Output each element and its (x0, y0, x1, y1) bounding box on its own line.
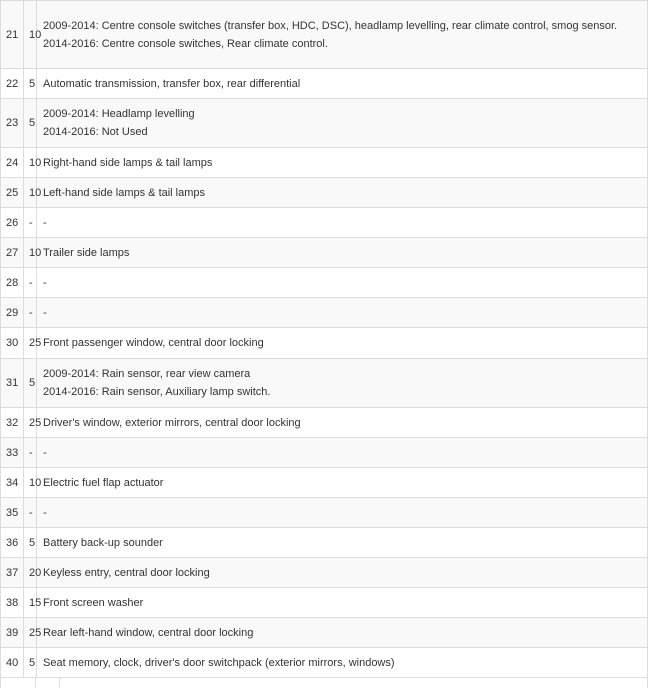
description-line: 2014-2016: Centre console switches, Rear climate control. (43, 37, 328, 50)
table-row (1, 359, 648, 408)
table-row (1, 528, 648, 558)
description-line: Keyless entry, central door locking (43, 566, 210, 579)
description-line: - (43, 276, 47, 289)
fuse-number-cell: 32 (1, 408, 24, 438)
table-row (1, 238, 648, 268)
fuse-description-cell (37, 268, 648, 298)
table-row (1, 178, 648, 208)
table-row (1, 148, 648, 178)
fuse-number-cell: 33 (1, 438, 24, 468)
fuse-description-cell (37, 1, 648, 69)
fuse-description-cell (37, 69, 648, 99)
table-row (1, 618, 648, 648)
fuse-number-cell: 40 (1, 648, 24, 678)
fuse-description-cell (37, 438, 648, 468)
table-row (1, 328, 648, 359)
fuse-number-cell: 34 (1, 468, 24, 498)
table-row (1, 468, 648, 498)
fuse-number-cell: 22 (1, 69, 24, 99)
fuse-amperage-cell: 5 (24, 648, 37, 678)
description-line: Front passenger window, central door locking (43, 337, 264, 349)
fuse-description-cell (37, 408, 648, 438)
fuse-number-cell: 25 (1, 178, 24, 208)
fuse-description-cell (37, 298, 648, 328)
description-line: Rear left-hand window, central door locking (43, 626, 254, 639)
fuse-amperage-cell: 10 (24, 468, 37, 498)
description-line: 2014-2016: Rain sensor, Auxiliary lamp switch. (43, 386, 271, 398)
table-continuation (0, 678, 648, 688)
table-row (1, 69, 648, 99)
fuse-description-cell (37, 359, 648, 408)
fuse-number-cell: 29 (1, 298, 24, 328)
table-row (1, 498, 648, 528)
table-row (1, 99, 648, 148)
fuse-number-cell: 35 (1, 498, 24, 528)
fuse-description-cell (37, 468, 648, 498)
fuse-description-cell (37, 588, 648, 618)
fuse-description-cell (37, 558, 648, 588)
fuse-description-cell (37, 528, 648, 558)
fuse-amperage-cell: 10 (24, 178, 37, 208)
fuse-amperage-cell: - (24, 498, 37, 528)
description-line: Automatic transmission, transfer box, rear differential (43, 77, 301, 90)
fuse-amperage-cell: 25 (24, 618, 37, 648)
fuse-number-cell: 39 (1, 618, 24, 648)
fuse-number-cell: 28 (1, 268, 24, 298)
fuse-amperage-cell: - (24, 298, 37, 328)
description-line: Left-hand side lamps & tail lamps (43, 186, 206, 199)
description-line: Battery back-up sounder (43, 536, 163, 549)
table-row (1, 1, 648, 69)
description-line: - (43, 306, 47, 319)
fuse-amperage-cell: 5 (24, 359, 37, 408)
fuse-number-cell: 23 (1, 99, 24, 148)
description-line: 2009-2014: Headlamp levelling (43, 108, 195, 120)
description-line: - (43, 446, 47, 459)
fuse-description-cell (37, 148, 648, 178)
fuse-amperage-cell: - (24, 208, 37, 238)
fuse-number-cell: 30 (1, 328, 24, 359)
fuse-amperage-cell: - (24, 268, 37, 298)
description-line: Electric fuel flap actuator (43, 476, 164, 489)
fuse-amperage-cell: 5 (24, 528, 37, 558)
table-row (1, 588, 648, 618)
description-line: 2009-2014: Rain sensor, rear view camera (43, 368, 251, 380)
fuse-number-cell: 31 (1, 359, 24, 408)
fuse-description-cell (37, 618, 648, 648)
fuse-amperage-cell: 10 (24, 238, 37, 268)
table-row (1, 268, 648, 298)
fuse-description-cell (37, 99, 648, 148)
table-row (1, 208, 648, 238)
fuse-description-cell (37, 328, 648, 359)
description-line: Seat memory, clock, driver's door switchpack (exterior mirrors, windows) (43, 656, 395, 669)
fuse-amperage-cell: 25 (24, 408, 37, 438)
description-line: 2014-2016: Not Used (43, 126, 148, 138)
table-row (1, 558, 648, 588)
fuse-description-cell (37, 648, 648, 678)
fuse-amperage-cell: 10 (24, 1, 37, 69)
fuse-description-cell (37, 178, 648, 208)
description-line: 2009-2014: Centre console switches (transfer box, HDC, DSC), headlamp levelling, rear climate control, smog sensor. (43, 19, 618, 32)
fuse-number-cell: 24 (1, 148, 24, 178)
fuse-number-cell: 26 (1, 208, 24, 238)
fuse-amperage-cell: 15 (24, 588, 37, 618)
description-line: - (43, 506, 47, 519)
fuse-number-cell: 27 (1, 238, 24, 268)
fuse-number-cell: 38 (1, 588, 24, 618)
table-row (1, 298, 648, 328)
fuse-description-cell (37, 498, 648, 528)
fuse-amperage-cell: 5 (24, 69, 37, 99)
fuse-number-cell: 37 (1, 558, 24, 588)
description-line: Driver's window, exterior mirrors, central door locking (43, 416, 301, 429)
fuse-amperage-cell: 20 (24, 558, 37, 588)
fuse-amperage-cell: 10 (24, 148, 37, 178)
fuse-amperage-cell: 25 (24, 328, 37, 359)
fuse-amperage-cell: - (24, 438, 37, 468)
fuse-number-cell: 36 (1, 528, 24, 558)
description-line: Front screen washer (43, 596, 144, 609)
table-row (1, 408, 648, 438)
fuse-table-body (1, 1, 648, 678)
table-row (1, 438, 648, 468)
fuse-description-cell (37, 208, 648, 238)
fuse-amperage-cell: 5 (24, 99, 37, 148)
fuse-description-cell (37, 238, 648, 268)
table-row (1, 648, 648, 678)
description-line: Trailer side lamps (43, 246, 130, 259)
description-line: Right-hand side lamps & tail lamps (43, 156, 213, 169)
fuse-number-cell: 21 (1, 1, 24, 69)
description-line: - (43, 216, 47, 229)
